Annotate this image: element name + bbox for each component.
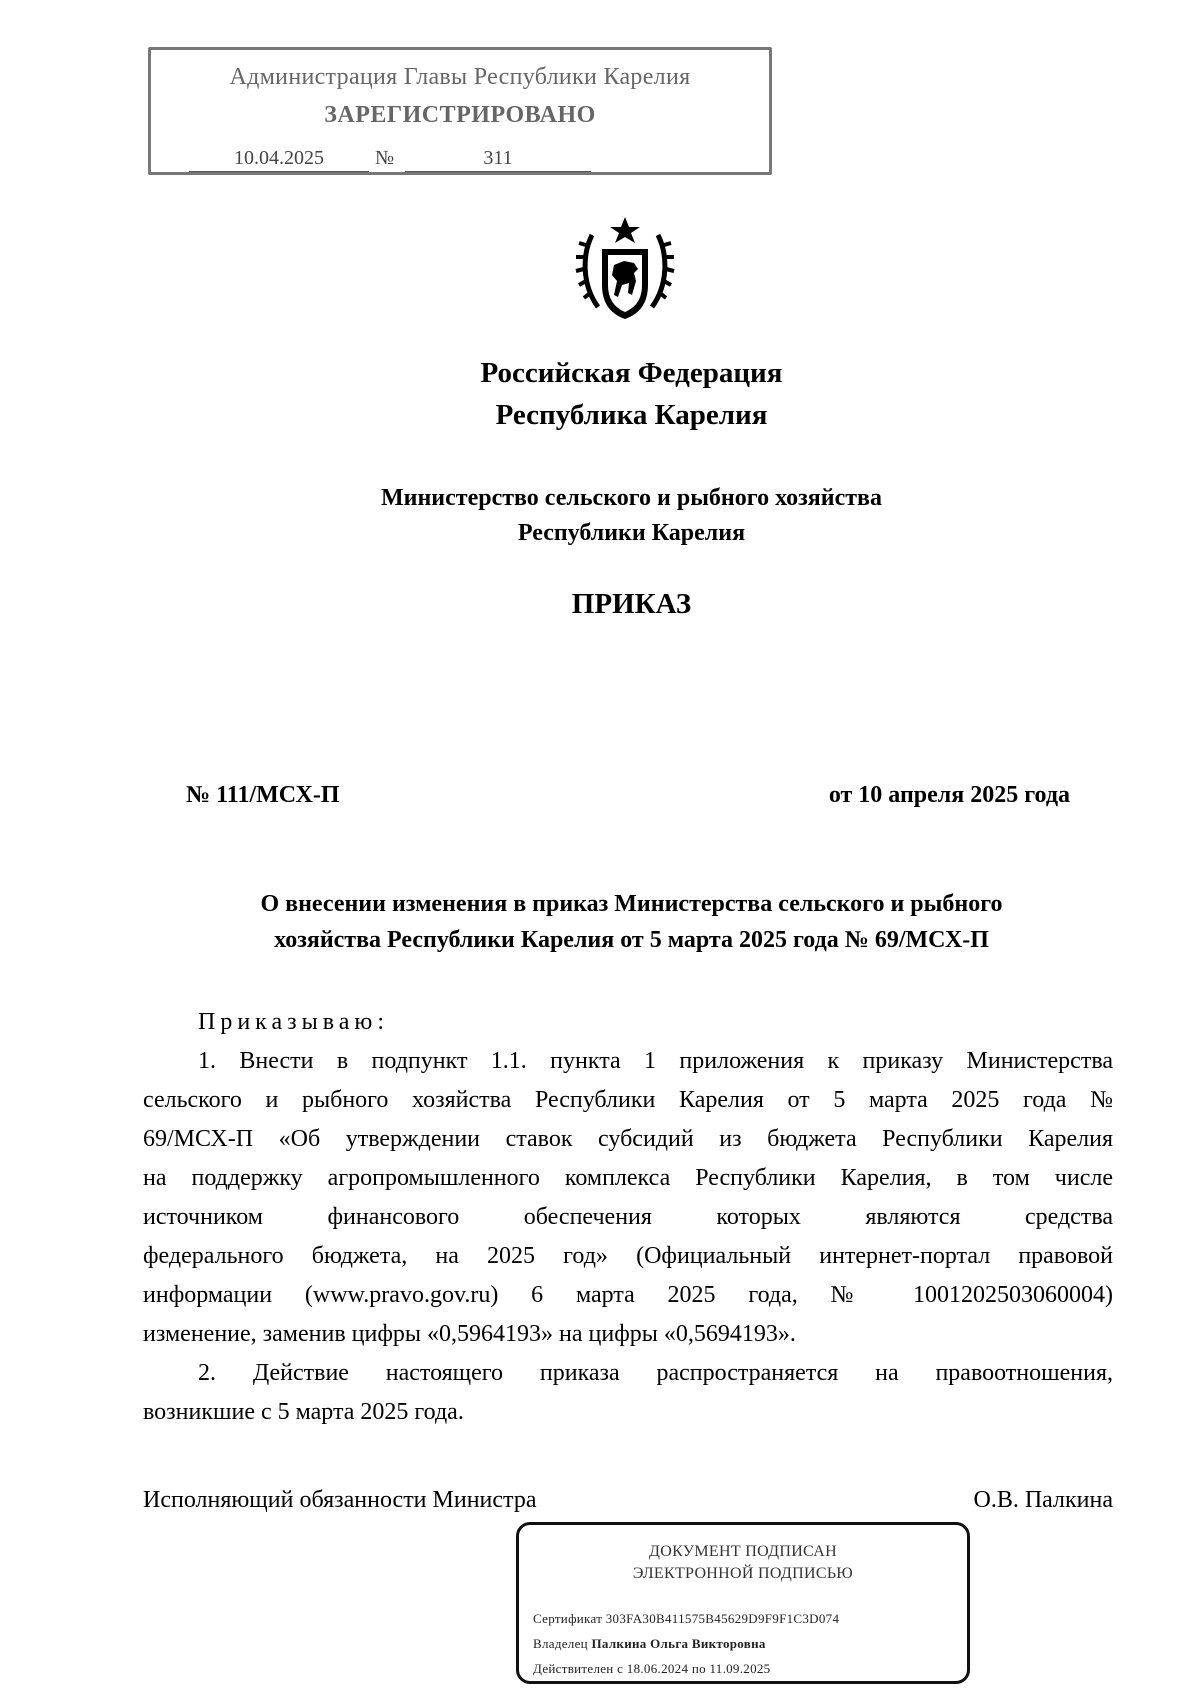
body-line: сельского и рыбного хозяйства Республики Карелия от 5 марта 2025 года № bbox=[143, 1087, 1113, 1113]
body-line: 1. Внести в подпункт 1.1. пункта 1 приложения к приказу Министерства bbox=[198, 1048, 1113, 1074]
signer-name: О.В. Палкина bbox=[973, 1487, 1113, 1513]
esig-valid-from: 18.06.2024 bbox=[626, 1661, 689, 1676]
order-date: от 10 апреля 2025 года bbox=[828, 782, 1070, 808]
body-line: источником финансового обеспечения которых являются средства bbox=[143, 1204, 1113, 1230]
order-body bbox=[143, 1003, 1113, 1423]
decree-word: Приказываю: bbox=[198, 1009, 389, 1035]
order-number: № 111/МСХ-П bbox=[186, 782, 340, 808]
esig-title-2: ЭЛЕКТРОННОЙ ПОДПИСЬЮ bbox=[632, 1565, 854, 1582]
esig-cert-label: Сертификат bbox=[533, 1611, 603, 1626]
body-line: федерального бюджета, на 2025 год» (Официальный интернет-портал правовой bbox=[143, 1243, 1113, 1269]
esig-cert-value: 303FA30B411575B45629D9F9F1C3D074 bbox=[605, 1611, 840, 1626]
body-line: 2. Действие настоящего приказа распространяется на правоотношения, bbox=[198, 1360, 1113, 1386]
esig-certificate-row bbox=[533, 1611, 839, 1627]
esig-validity-row bbox=[533, 1661, 771, 1677]
subject-line-1: О внесении изменения в приказ Министерства сельского и рыбного bbox=[260, 891, 1003, 917]
body-line: 69/МСХ-П «Об утверждении ставок субсидий из бюджета Республики Карелия bbox=[143, 1126, 1113, 1152]
registration-label: ЗАРЕГИСТРИРОВАНО bbox=[324, 102, 596, 128]
region-title: Республика Карелия bbox=[495, 399, 768, 431]
electronic-signature-stamp bbox=[516, 1522, 970, 1684]
karelia-coat-of-arms-icon bbox=[574, 215, 676, 327]
esig-valid-to: 11.09.2025 bbox=[709, 1661, 771, 1676]
registration-stamp bbox=[148, 47, 772, 175]
registration-date: 10.04.2025 bbox=[189, 147, 369, 172]
esig-owner-label: Владелец bbox=[533, 1636, 588, 1651]
body-line: информации (www.pravo.gov.ru) 6 марта 2025 года, № 1001202503060004) bbox=[143, 1282, 1113, 1308]
esig-valid-label: Действителен bbox=[533, 1661, 614, 1676]
registration-number: 311 bbox=[405, 147, 591, 172]
esig-valid-from-label: с bbox=[617, 1661, 624, 1676]
registration-number-sign: № bbox=[375, 147, 395, 169]
body-line: на поддержку агропромышленного комплекса Республики Карелия, в том числе bbox=[143, 1165, 1113, 1191]
body-line: изменение, заменив цифры «0,5964193» на цифры «0,5694193». bbox=[143, 1321, 796, 1347]
esig-owner-value: Палкина Ольга Викторовна bbox=[591, 1636, 766, 1651]
esig-valid-to-label: по bbox=[691, 1661, 706, 1676]
esig-title-1: ДОКУМЕНТ ПОДПИСАН bbox=[649, 1543, 837, 1560]
esig-owner-row bbox=[533, 1636, 766, 1652]
ministry-line-2: Республики Карелия bbox=[517, 520, 746, 546]
subject-line-2: хозяйства Республики Карелия от 5 марта 2025 года № 69/МСХ-П bbox=[274, 927, 989, 953]
registration-org: Администрация Главы Республики Карелия bbox=[229, 64, 691, 90]
body-line: возникшие с 5 марта 2025 года. bbox=[143, 1399, 464, 1425]
country-title: Российская Федерация bbox=[480, 357, 783, 389]
signer-role: Исполняющий обязанности Министра bbox=[143, 1487, 537, 1513]
ministry-line-1: Министерство сельского и рыбного хозяйства bbox=[380, 485, 883, 511]
document-type: ПРИКАЗ bbox=[571, 588, 692, 620]
